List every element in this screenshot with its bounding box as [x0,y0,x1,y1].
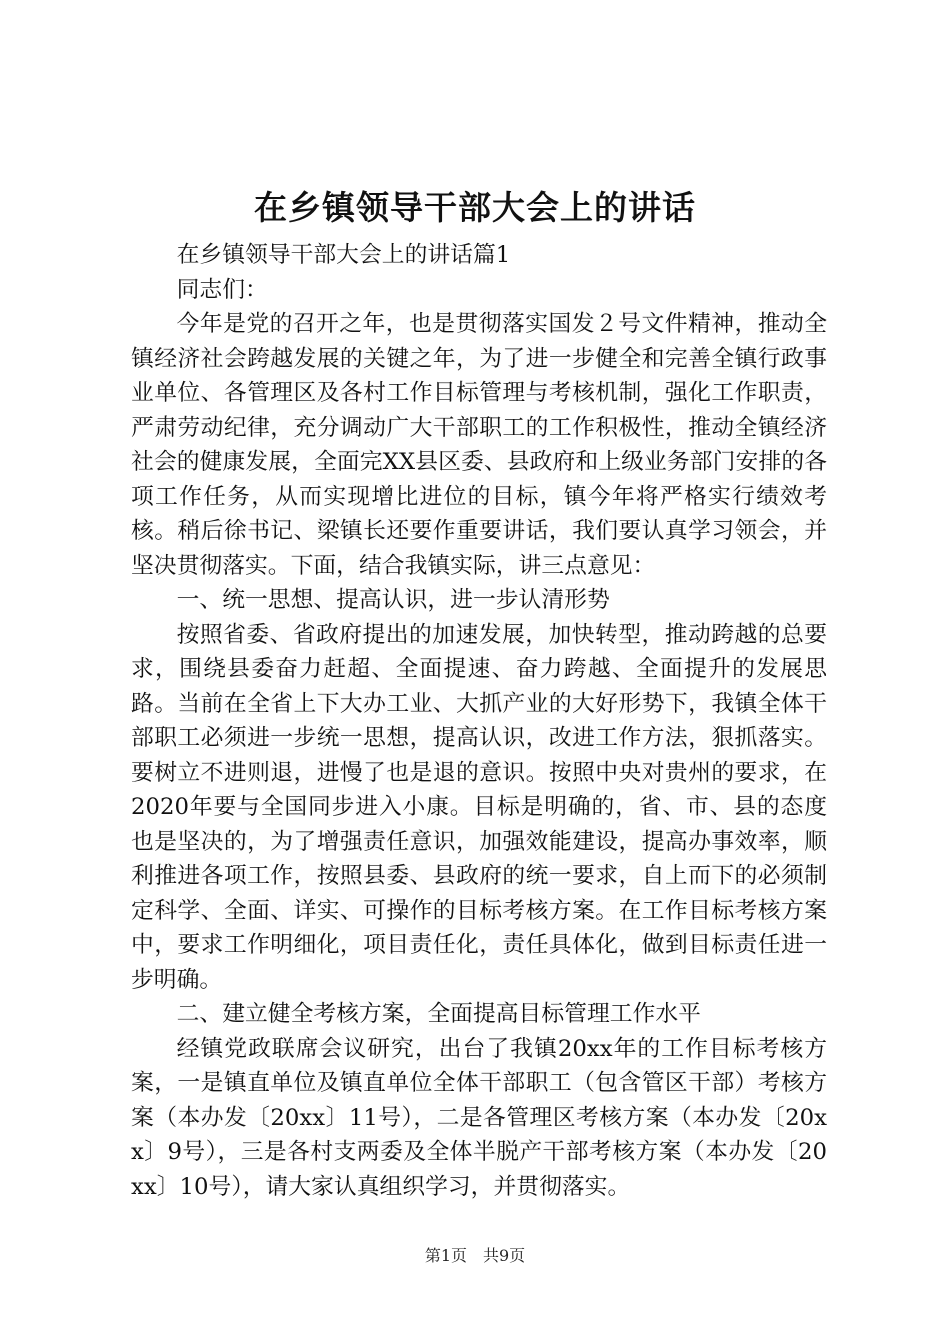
subtitle-paragraph: 在乡镇领导干部大会上的讲话篇1 [176,242,511,268]
section-heading-2: 二、建立健全考核方案，全面提高目标管理工作水平 [176,1001,701,1027]
page-number-footer: 第1页 共9页 [424,1246,526,1265]
document-body [131,238,827,1204]
body-paragraph: 今年是党的召开之年，也是贯彻落实国发２号文件精神，推动全镇经济社会跨越发展的关键之年，为了进一步健全和完善全镇行政事业单位、各管理区及各村工作目标管理与考核机制，强化工作职责，严肃劳动纪律，充分调动广大干部职工的工作积极性，推动全镇经济社会的健康发展，全面完XX县区委、县政府和上级业务部门安排的各项工作任务，从而实现增比进位的目标，镇今年将严格实行绩效考核。稍后徐书记、梁镇长还要作重要讲话，我们要认真学习领会，并坚决贯彻落实。下面，结合我镇实际，讲三点意见： [131,311,827,579]
salutation-paragraph: 同志们： [176,276,268,303]
section-heading-1: 一、统一思想、提高认识，进一步认清形势 [176,587,610,613]
body-paragraph: 经镇党政联席会议研究，出台了我镇20xx年的工作目标考核方案，一是镇直单位及镇直单位全体干部职工（包含管区干部）考核方案（本办发〔20xx〕11号），二是各管理区考核方案（本办发〔20xx〕9号），三是各村支两委及全体半脱产干部考核方案（本办发〔20xx〕10号），请大家认真组织学习，并贯彻落实。 [131,1035,827,1200]
document-title: 在乡镇领导干部大会上的讲话 [254,188,696,227]
body-paragraph: 按照省委、省政府提出的加速发展，加快转型，推动跨越的总要求，围绕县委奋力赶超、全面提速、奋力跨越、全面提升的发展思路。当前在全省上下大办工业、大抓产业的大好形势下，我镇全体干部职工必须进一步统一思想，提高认识，改进工作方法，狠抓落实。要树立不进则退，进慢了也是退的意识。按照中央对贵州的要求，在2020年要与全国同步进入小康。目标是明确的，省、市、县的态度也是坚决的，为了增强责任意识，加强效能建设，提高办事效率，顺利推进各项工作，按照县委、县政府的统一要求，自上而下的必须制定科学、全面、详实、可操作的目标考核方案。在工作目标考核方案中，要求工作明细化，项目责任化，责任具体化，做到目标责任进一步明确。 [131,621,827,993]
